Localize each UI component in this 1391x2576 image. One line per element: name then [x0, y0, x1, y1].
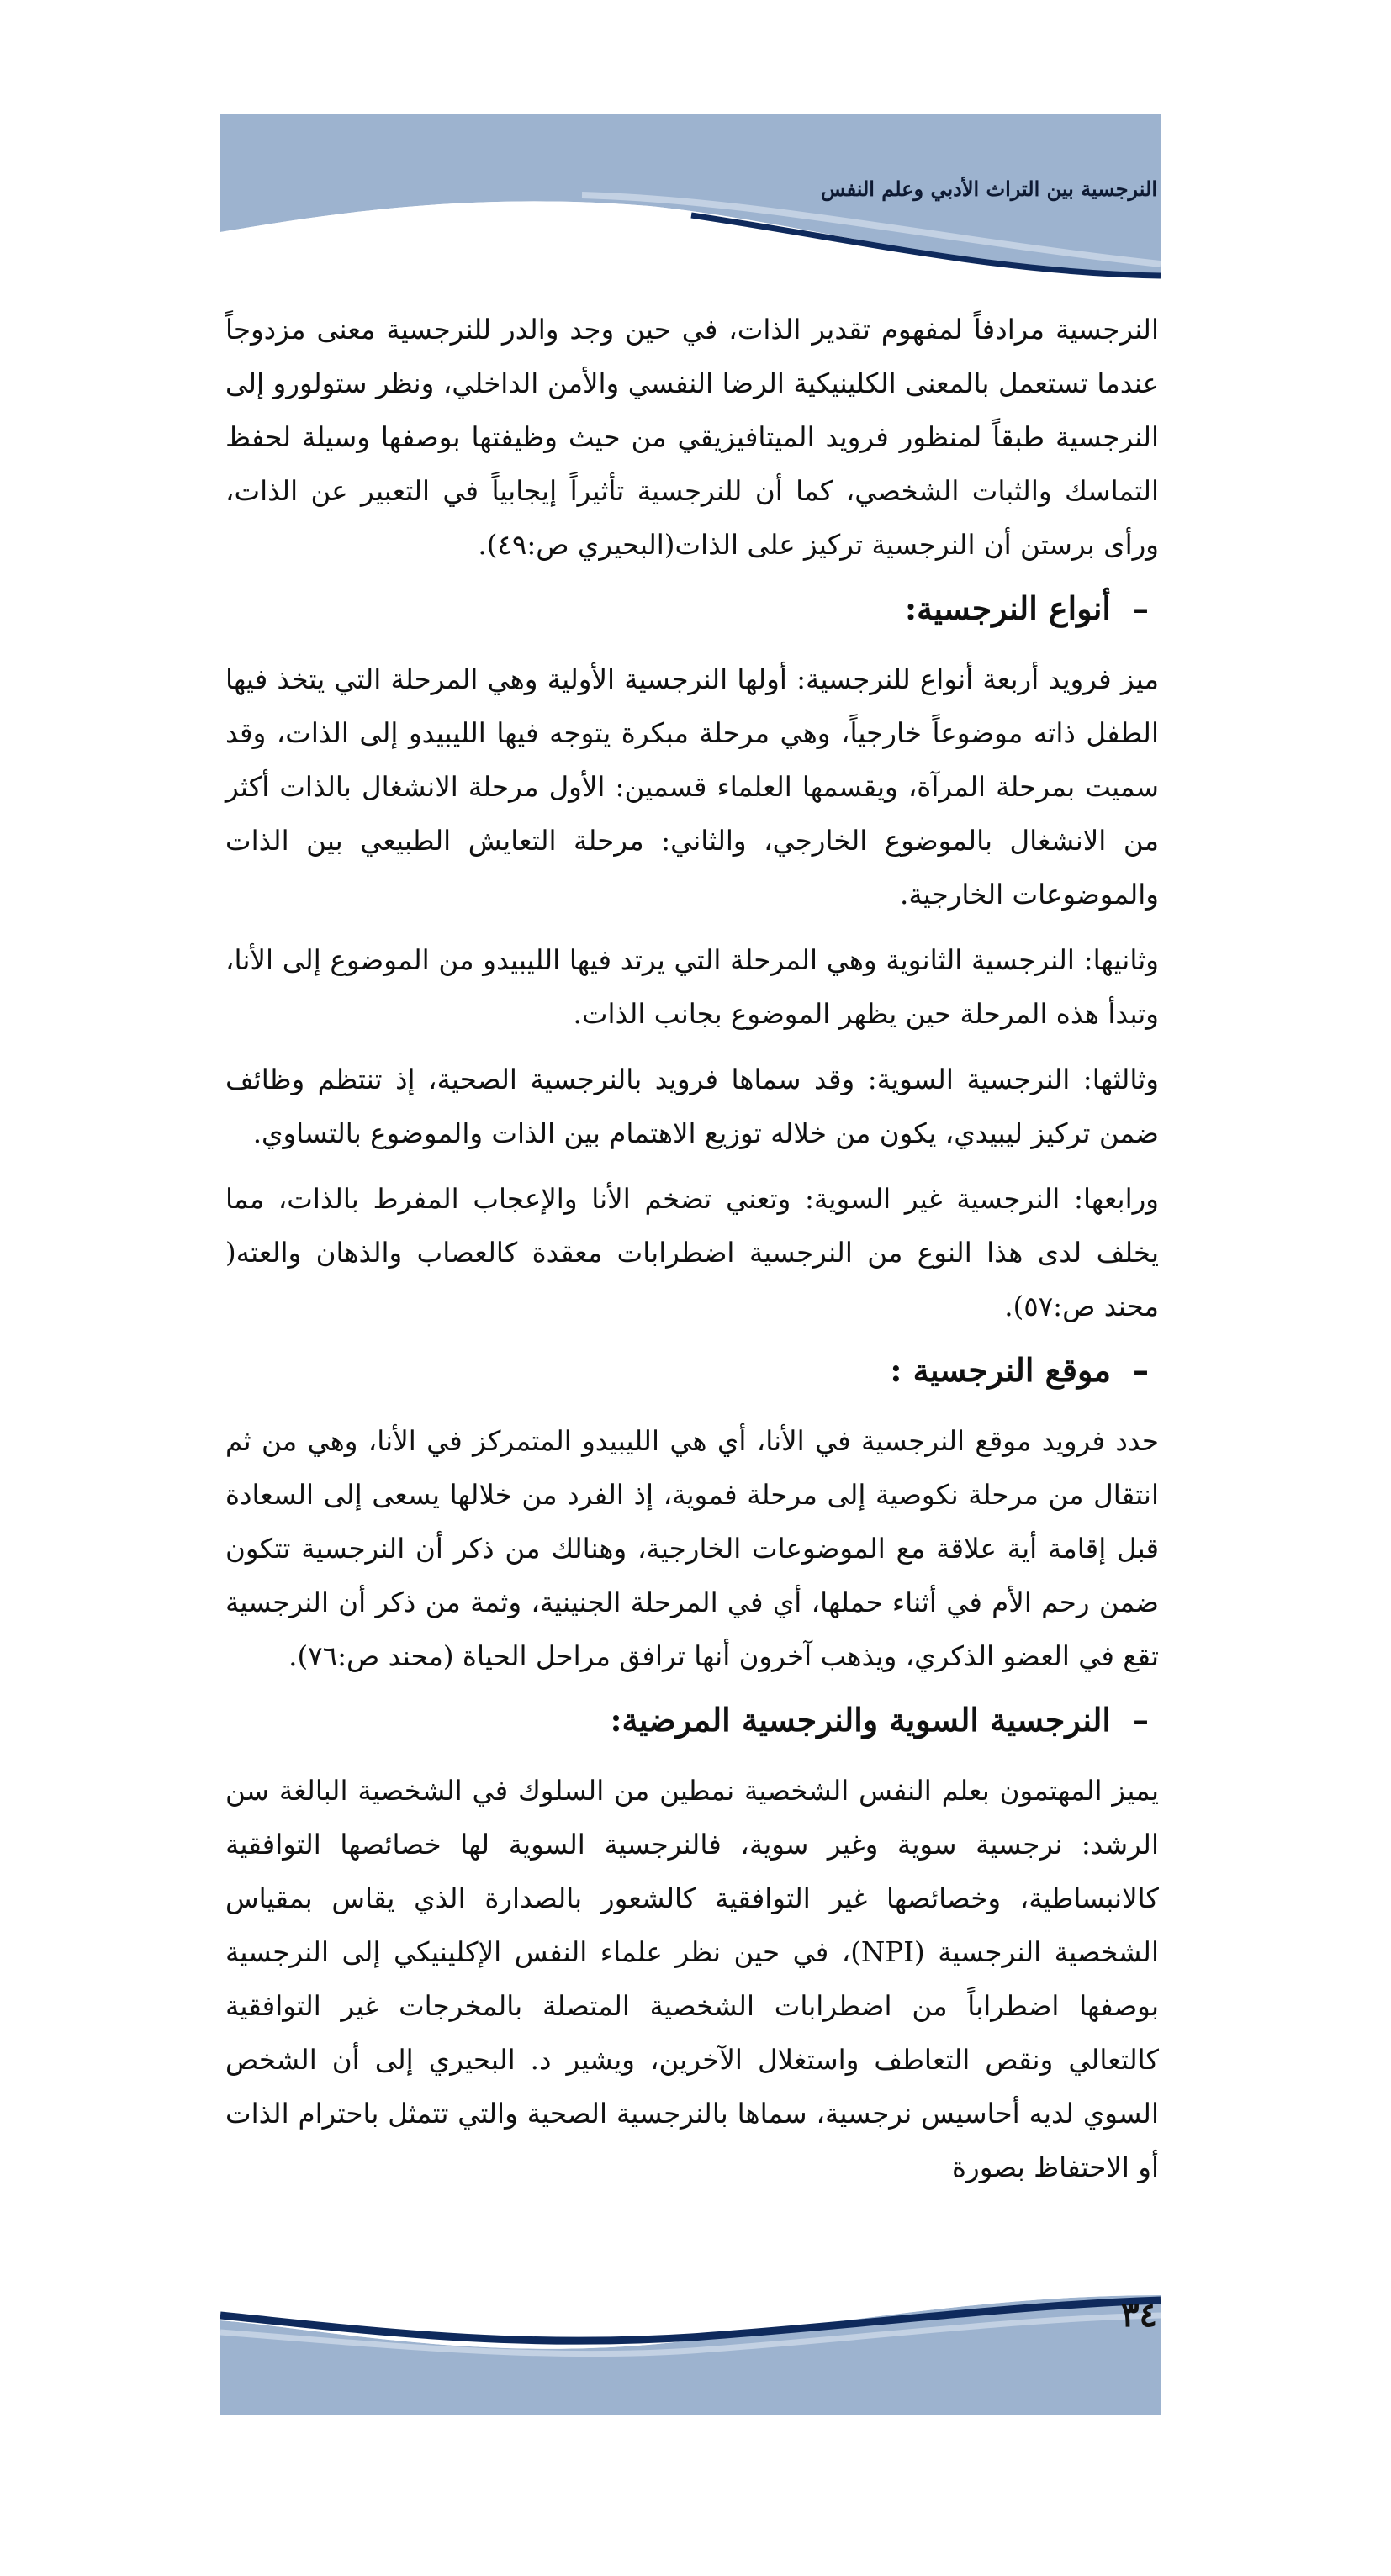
article-body [225, 303, 1159, 2206]
running-title: النرجسية بين التراث الأدبي وعلم النفس [820, 177, 1157, 201]
footer-wave-graphic [220, 2295, 1161, 2415]
paragraph-4: وثالثها: النرجسية السوية: وقد سماها فرويد بالنرجسية الصحية، إذ تنتظم وظائف ضمن تركيز ليبيدي، يكون من خلاله توزيع الاهتمام بين الذات والموضوع بالتساوي. [225, 1064, 1159, 1149]
heading-dash: – [1133, 1351, 1149, 1389]
paragraph-5: ورابعها: النرجسية غير السوية: وتعني تضخم الأنا والإعجاب المفرط بالذات، مما يخلف لدى هذا النوع من النرجسية اضطرابات معقدة كالعصاب والذهان والعته( محند ص:٥٧). [225, 1183, 1159, 1322]
heading-dash: – [1133, 589, 1149, 627]
paragraph-6: حدد فرويد موقع النرجسية في الأنا، أي هي الليبيدو المتمركز في الأنا، وهي من ثم انتقال من مرحلة نكوصية إلى مرحلة فموية، إذ الفرد من خلالها يسعى إلى السعادة قبل إقامة أية علاقة مع الموضوعات الخارجية، وهنالك من ذكر أن النرجسية تتكون ضمن رحم الأم في أثناء حملها، أي في المرحلة الجنينية، وثمة من ذكر أن النرجسية تقع في العضو الذكري، ويذهب آخرون أنها ترافق مراحل الحياة (محند ص:٧٦). [225, 1425, 1159, 1672]
paragraph-1: النرجسية مرادفاً لمفهوم تقدير الذات، في حين وجد والدر للنرجسية معنى مزدوجاً عندما تستعمل بالمعنى الكلينيكية الرضا النفسي والأمن الداخلي، ونظر ستولورو إلى النرجسية طبقاً لمنظور فرويد الميتافيزيقي من حيث وظيفتها بوصفها وسيلة لحفظ التماسك والثبات الشخصي، كما أن للنرجسية تأثيراً إيجابياً في التعبير عن الذات، ورأى برستن أن النرجسية تركيز على الذات(البحيري ص:٤٩). [225, 314, 1159, 561]
footer-decoration [220, 2295, 1161, 2415]
section-heading-location [225, 1345, 1159, 1396]
section-heading-types [225, 583, 1159, 634]
heading-dash: – [1133, 1701, 1149, 1739]
section-heading-normal-vs-pathological [225, 1695, 1159, 1745]
paragraph-7: يميز المهتمون بعلم النفس الشخصية نمطين من السلوك في الشخصية البالغة سن الرشد: نرجسية سوية وغير سوية، فالنرجسية السوية لها خصائصها التوافقية كالانبساطية، وخصائصها غير التوافقية كالشعور بالصدارة الذي يقاس بمقياس الشخصية النرجسية (NPI)، في حين نظر علماء النفس الإكلينيكي إلى النرجسية بوصفها اضطراباً من اضطرابات الشخصية المتصلة بالمخرجات غير التوافقية كالتعالي ونقص التعاطف واستغلال الآخرين، ويشير د. البحيري إلى أن الشخص السوي لديه أحاسيس نرجسية، سماها بالنرجسية الصحية والتي تتمثل باحترام الذات أو الاحتفاظ بصورة [225, 1775, 1159, 2183]
heading-text: موقع النرجسية : [890, 1351, 1111, 1389]
heading-text: النرجسية السوية والنرجسية المرضية: [610, 1701, 1111, 1739]
heading-text: أنواع النرجسية: [904, 589, 1111, 627]
paragraph-2: ميز فرويد أربعة أنواع للنرجسية: أولها النرجسية الأولية وهي المرحلة التي يتخذ فيها الطفل ذاته موضوعاً خارجياً، وهي مرحلة مبكرة يتوجه فيها الليبيدو إلى الذات، وقد سميت بمرحلة المرآة، ويقسمها العلماء قسمين: الأول مرحلة الانشغال بالذات أكثر من الانشغال بالموضوع الخارجي، والثاني: مرحلة التعايش الطبيعي بين الذات والموضوعات الخارجية. [225, 663, 1159, 911]
page-number: ٣٤ [1121, 2295, 1157, 2335]
paragraph-3: وثانيها: النرجسية الثانوية وهي المرحلة التي يرتد فيها الليبيدو من الموضوع إلى الأنا، وتبدأ هذه المرحلة حين يظهر الموضوع بجانب الذات. [225, 944, 1159, 1030]
